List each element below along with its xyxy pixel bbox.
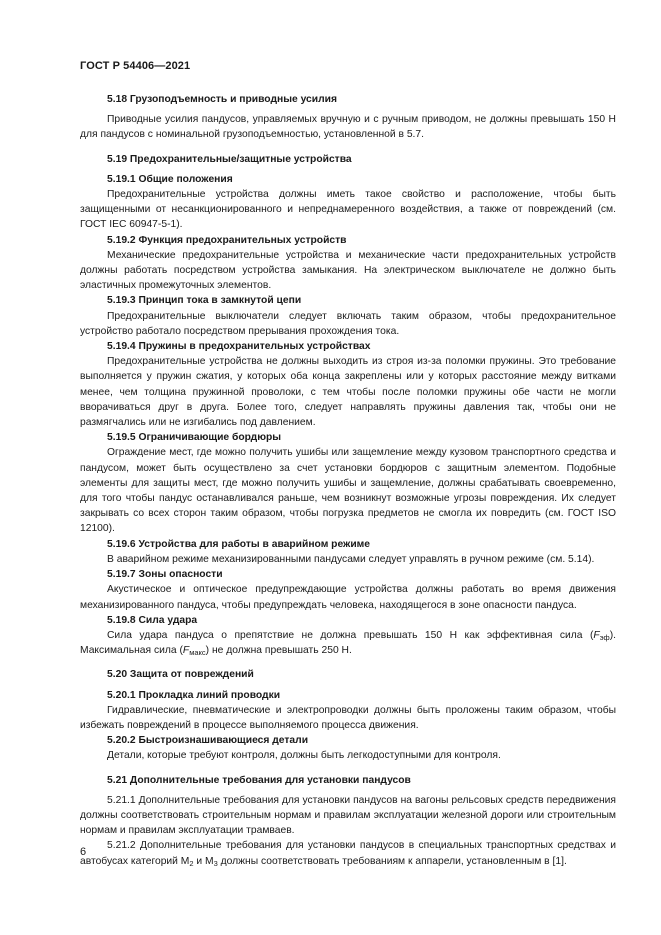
- paragraph-5-21-1: 5.21.1 Дополнительные требования для установки пандусов на вагоны рельсовых средств передвижения должны соответствовать строительным нормам и правилам эксплуатации железной дороги или строительным нормам и правилам эксплуатации трамваев.: [80, 794, 616, 837]
- force-subscript-max: макс: [189, 648, 206, 658]
- impact-force-text-a: Сила удара пандуса о препятствие не должна превышать 150 Н как эффективная сила (: [107, 629, 594, 641]
- subsection-heading-5-20-2: 5.20.2 Быстроизнашивающиеся детали: [107, 735, 309, 747]
- paragraph-5-19-4: Предохранительные устройства не должны выходить из строя из-за поломки пружины. Это требование выполняется у пружин сжатия, у которых оба конца закреплены или у которых расстояние между витками менее, чем толщина пружинной проволоки, с тем чтобы после поломки пружины обе части не могли вворачиваться друг в друга. Более того, следует направлять пружины давления так, чтобы они не размягчались или не изгибались под давлением.: [80, 356, 616, 429]
- subsection-heading-5-20-1: 5.20.1 Прокладка линий проводки: [107, 689, 281, 701]
- subsection-heading-5-19-2: 5.19.2 Функция предохранительных устройств: [107, 234, 347, 246]
- section-heading-5-21: 5.21 Дополнительные требования для установки пандусов: [107, 774, 411, 786]
- paragraph-5-19-7: Акустическое и оптическое предупреждающие устройства должны работать во время движения механизированного пандуса, чтобы предупреждать человека, находящегося в зоне опасности пандуса.: [80, 584, 616, 611]
- impact-force-text-b: ). Максимальная сила (: [80, 629, 616, 657]
- paragraph-5-19-1: Предохранительные устройства должны иметь такое свойство и расположение, чтобы быть защищенными от несанкционированного и непреднамеренного воздействия, а также от повреждений (см. ГОСТ IEC 60947-5-1).: [80, 189, 616, 231]
- subsection-heading-5-19-4: 5.19.4 Пружины в предохранительных устройствах: [107, 341, 371, 353]
- impact-force-text-c: ) не должна превышать 250 Н.: [205, 645, 352, 657]
- force-symbol-eff: F: [593, 629, 600, 641]
- force-subscript-eff: эф: [599, 632, 610, 642]
- paragraph-5-19-2: Механические предохранительные устройства и механические части предохранительных устройств должны работать посредством устройства замыкания. На электрическом выключателе не должно быть эластичных промежуточных элементов.: [80, 249, 616, 292]
- paragraph-5-19-8: [80, 628, 616, 658]
- subsection-heading-5-19-6: 5.19.6 Устройства для работы в аварийном режиме: [107, 538, 371, 550]
- section-heading-5-18: 5.18 Грузоподъемность и приводные усилия: [107, 94, 337, 105]
- section-heading-5-19: 5.19 Предохранительные/защитные устройства: [107, 153, 352, 165]
- paragraph-5-19-5: Ограждение мест, где можно получить ушибы или защемление между кузовом транспортного средства и пандусом, может быть осуществлено за счет установки бордюров с защитным элементом. Подобные элементы для защиты мест, где можно получить ушибы и защемление, должны срабатывать своевременно, для того чтобы пандус останавливался раньше, чем возникнут возможные угрозы повреждения. Их следует закрывать со всех сторон таким образом, чтобы погрузка предметов не смогла их повредить (см. ГОСТ ISO 12100).: [80, 447, 616, 535]
- ramp-bus-text-c: должны соответствовать требованиям к аппарели, установленным в [1].: [217, 855, 567, 867]
- page-number: 6: [80, 846, 87, 858]
- subsection-heading-5-19-3: 5.19.3 Принцип тока в замкнутой цепи: [107, 295, 302, 307]
- category-subscript-2: 2: [189, 858, 194, 868]
- document-header: ГОСТ Р 54406—2021: [80, 60, 191, 72]
- paragraph-5-19-6: В аварийном режиме механизированными пандусами следует управлять в ручном режиме (см. 5.14).: [107, 553, 595, 565]
- category-subscript-3: 3: [213, 858, 218, 868]
- paragraph-5-21-2: [80, 838, 616, 868]
- subsection-heading-5-19-1: 5.19.1 Общие положения: [107, 173, 233, 185]
- paragraph-5-18: Приводные усилия пандусов, управляемых вручную и с ручным приводом, не должны превышать 150 Н для пандусов с номинальной грузоподъемностью, установленной в 5.7.: [80, 114, 616, 141]
- section-heading-5-20: 5.20 Защита от повреждений: [107, 669, 254, 681]
- ramp-bus-text-a: 5.21.2 Дополнительные требования для установки пандусов в специальных транспортных средствах и автобусах категорий М: [80, 840, 616, 867]
- force-symbol-max: F: [182, 645, 190, 657]
- paragraph-5-20-1: Гидравлические, пневматические и электропроводки должны быть проложены таким образом, чтобы избежать повреждений в процессе выполняемого процесса движения.: [80, 704, 616, 731]
- subsection-heading-5-19-7: 5.19.7 Зоны опасности: [107, 569, 223, 581]
- subsection-heading-5-19-5: 5.19.5 Ограничивающие бордюры: [107, 432, 282, 444]
- ramp-bus-text-b: и М: [193, 855, 214, 867]
- paragraph-5-19-3: Предохранительные выключатели следует включать таким образом, чтобы предохранительное устройство работало посредством прерывания прохождения тока.: [80, 310, 616, 337]
- document-body: [80, 92, 616, 869]
- subsection-heading-5-19-8: 5.19.8 Сила удара: [107, 614, 198, 626]
- paragraph-5-20-2: Детали, которые требуют контроля, должны быть легкодоступными для контроля.: [107, 750, 501, 762]
